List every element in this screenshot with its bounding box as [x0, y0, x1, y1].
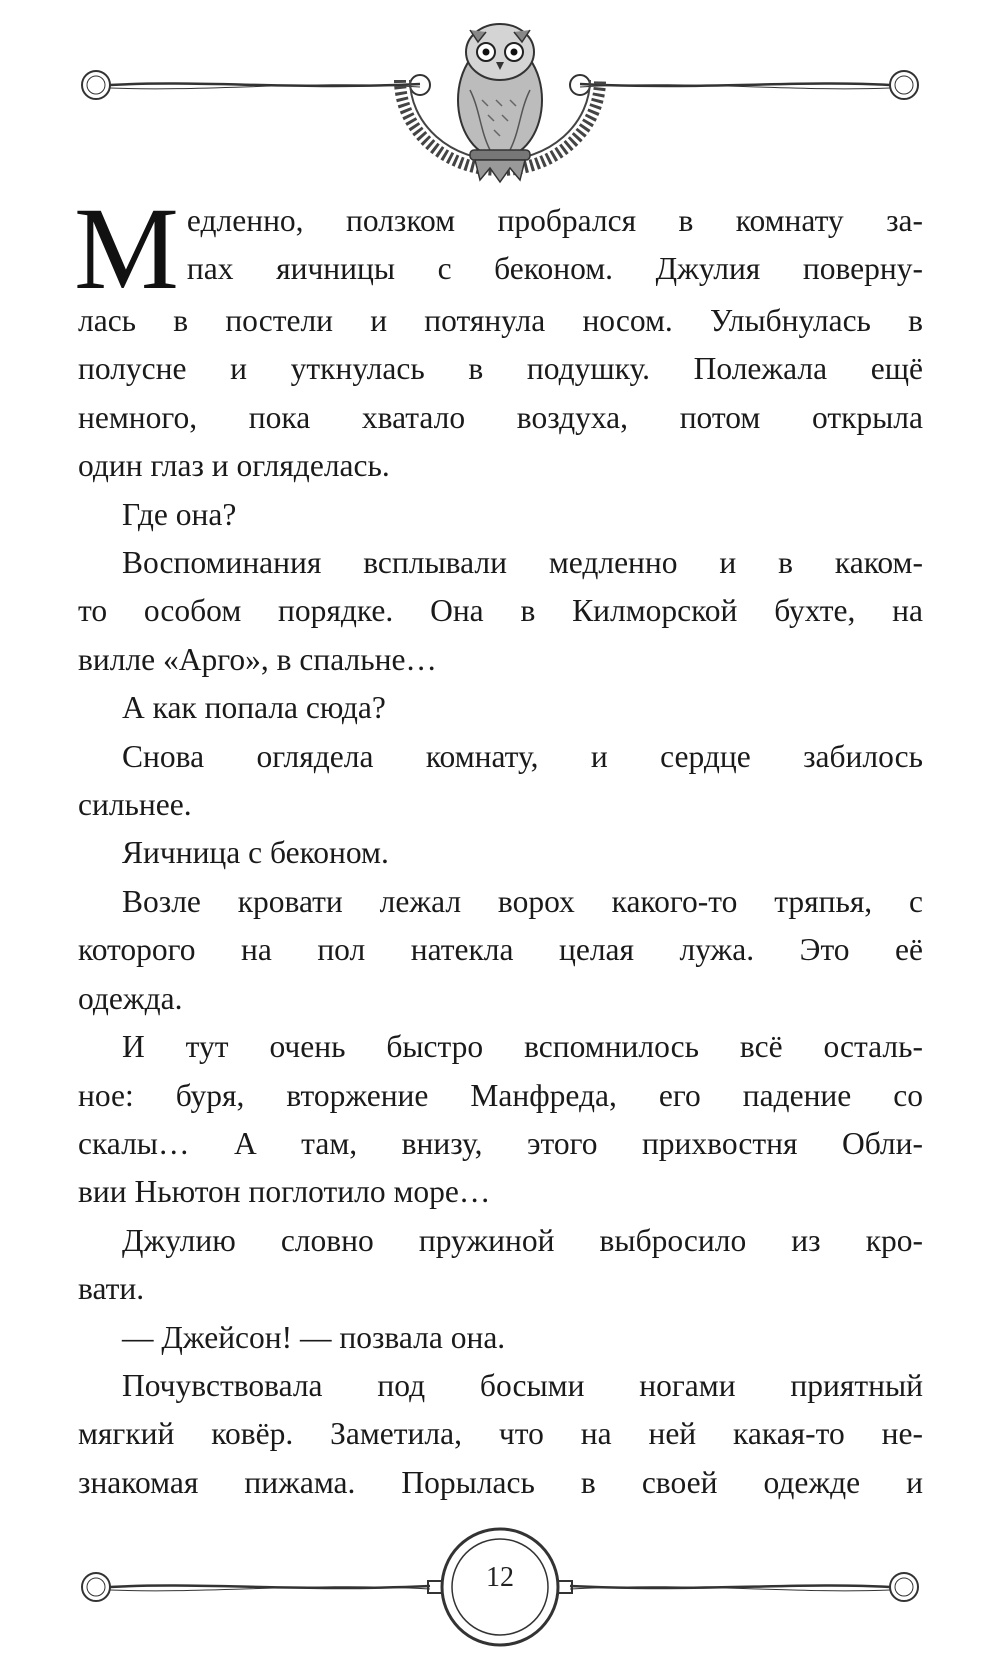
paragraph-6: [78, 829, 923, 877]
footer-right-chain: [558, 1573, 918, 1601]
text-line: сильнее.: [78, 787, 192, 823]
text-line: вилле «Арго», в спальне…: [78, 641, 437, 677]
text-line: вати.: [78, 1271, 145, 1307]
paragraph-1: [74, 183, 923, 491]
paragraph-5: [78, 733, 923, 830]
text-line: И тут очень быстро вспомнилось всё осталь-: [122, 1029, 923, 1065]
text-line: лась в постели и потянула носом. Улыбнулась в: [78, 303, 923, 338]
text-line: одежда.: [78, 980, 183, 1016]
text-line: полусне и уткнулась в подушку. Полежала ещё: [78, 351, 923, 387]
text-line: немного, пока хватало воздуха, потом открыла: [78, 399, 923, 435]
text-line: скалы… А там, внизу, этого прихвостня Обли-: [78, 1125, 923, 1161]
text-line: Воспоминания всплывали медленно и в каком-: [122, 545, 923, 581]
text-line: А как попала сюда?: [122, 690, 386, 726]
text-line: едленно, ползком пробрался в комнату за-: [186, 203, 923, 238]
header-left-chain: [82, 71, 430, 99]
header-ornament: [0, 0, 1000, 200]
text-line: Снова оглядела комнату, и сердце забилось: [122, 738, 923, 774]
text-line: мягкий ковёр. Заметила, что на ней какая-то не-: [78, 1416, 923, 1452]
text-line: Где она?: [122, 496, 237, 532]
owl-icon: [458, 24, 542, 182]
dropcap-letter: М: [74, 183, 179, 314]
header-right-chain: [570, 71, 918, 99]
text-line: то особом порядке. Она в Килморской бухте, на: [78, 593, 923, 629]
paragraph-7: [78, 878, 923, 1023]
paragraph-3: [78, 539, 923, 684]
body-text: [74, 183, 923, 1507]
footer-ornament: [0, 1525, 1000, 1670]
text-line: вии Ньютон поглотило море…: [78, 1174, 491, 1210]
text-line: Яичница с беконом.: [122, 835, 389, 871]
text-line: пах яичницы с беконом. Джулия поверну-: [186, 251, 923, 287]
text-line: знакомая пижама. Порылась в своей одежде и: [78, 1464, 923, 1500]
paragraph-11: [78, 1362, 923, 1507]
paragraph-8: [78, 1023, 923, 1217]
text-line: Джулию словно пружиной выбросило из кро-: [122, 1222, 923, 1258]
paragraph-4: [78, 684, 923, 732]
text-line: Возле кровати лежал ворох какого-то тряпья, с: [122, 883, 923, 919]
footer-left-chain: [82, 1573, 442, 1601]
text-line: один глаз и огляделась.: [78, 448, 390, 484]
text-line: — Джейсон! — позвала она.: [122, 1319, 506, 1355]
paragraph-9: [78, 1217, 923, 1314]
text-line: Почувствовала под босыми ногами приятный: [122, 1367, 923, 1403]
text-line: которого на пол натекла целая лужа. Это её: [78, 932, 923, 968]
paragraph-2: [78, 491, 923, 539]
paragraph-10: [78, 1314, 923, 1362]
text-line: ное: буря, вторжение Манфреда, его падение со: [78, 1077, 923, 1113]
page-number: 12: [486, 1562, 514, 1593]
